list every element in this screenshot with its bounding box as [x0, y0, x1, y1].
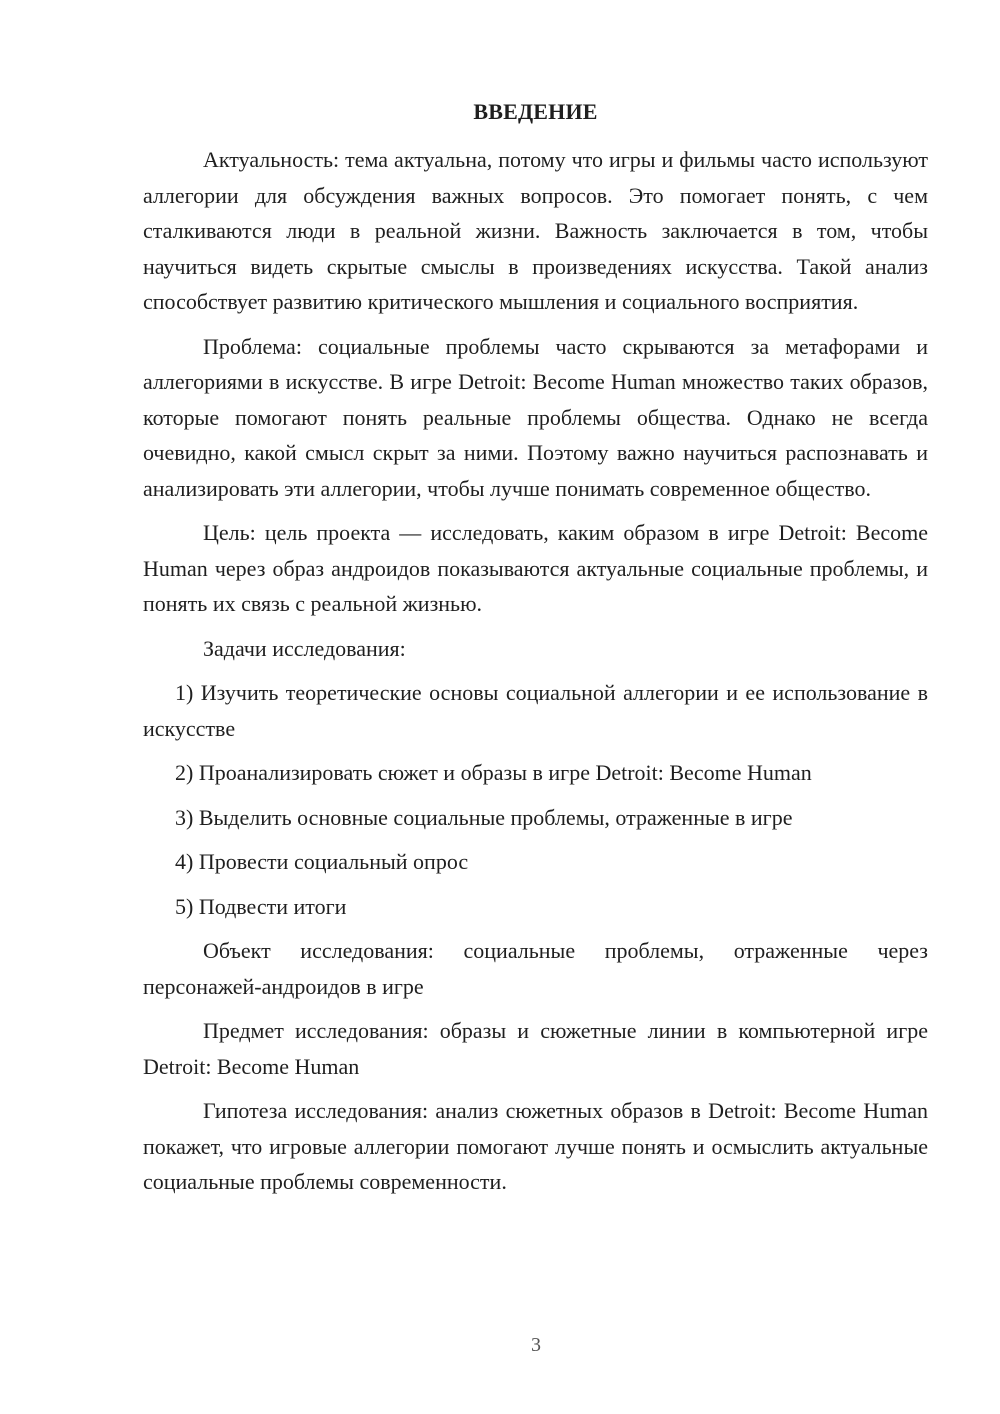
paragraph-relevance: Актуальность: тема актуальна, потому что игры и фильмы часто используют аллегории для обсуждения важных вопросов. Это помогает понять, с чем сталкиваются люди в реальной жизни. Важность заключается в том, чтобы научиться видеть скрытые смыслы в произведениях искусства. Такой анализ способствует развитию критического мышления и социального восприятия.	[143, 147, 928, 314]
list-item: 4) Провести социальный опрос	[175, 849, 469, 874]
paragraph-subject: Предмет исследования: образы и сюжетные линии в компьютерной игре Detroit: Become Human	[143, 1018, 928, 1079]
paragraph-object: Объект исследования: социальные проблемы, отраженные через персонажей-андроидов в игре	[143, 938, 928, 999]
list-item: 2) Проанализировать сюжет и образы в игре Detroit: Become Human	[175, 760, 812, 785]
paragraph-problem: Проблема: социальные проблемы часто скрываются за метафорами и аллегориями в искусстве. В игре Detroit: Become Human множество таких образов, которые помогают понять реальные проблемы общества. Однако не всегда очевидно, какой смысл скрыт за ними. Поэтому важно научиться распознавать и анализировать эти аллегории, чтобы лучше понимать современное общество.	[143, 333, 928, 501]
document-page	[143, 94, 928, 1209]
paragraph-goal: Цель: цель проекта — исследовать, каким образом в игре Detroit: Become Human через образ андроидов показываются актуальные социальные проблемы, и понять их связь с реальной жизнью.	[143, 520, 928, 616]
list-item: 1) Изучить теоретические основы социальной аллегории и ее использование в искусстве	[143, 680, 928, 741]
tasks-heading: Задачи исследования:	[203, 635, 406, 661]
page-title: ВВЕДЕНИЕ	[473, 99, 598, 124]
page-number: 3	[531, 1334, 541, 1356]
list-item: 3) Выделить основные социальные проблемы, отраженные в игре	[175, 804, 793, 830]
paragraph-hypothesis: Гипотеза исследования: анализ сюжетных образов в Detroit: Become Human покажет, что игровые аллегории помогают лучше понять и осмыслить актуальные социальные проблемы современности.	[143, 1098, 928, 1194]
list-item: 5) Подвести итоги	[175, 893, 347, 919]
